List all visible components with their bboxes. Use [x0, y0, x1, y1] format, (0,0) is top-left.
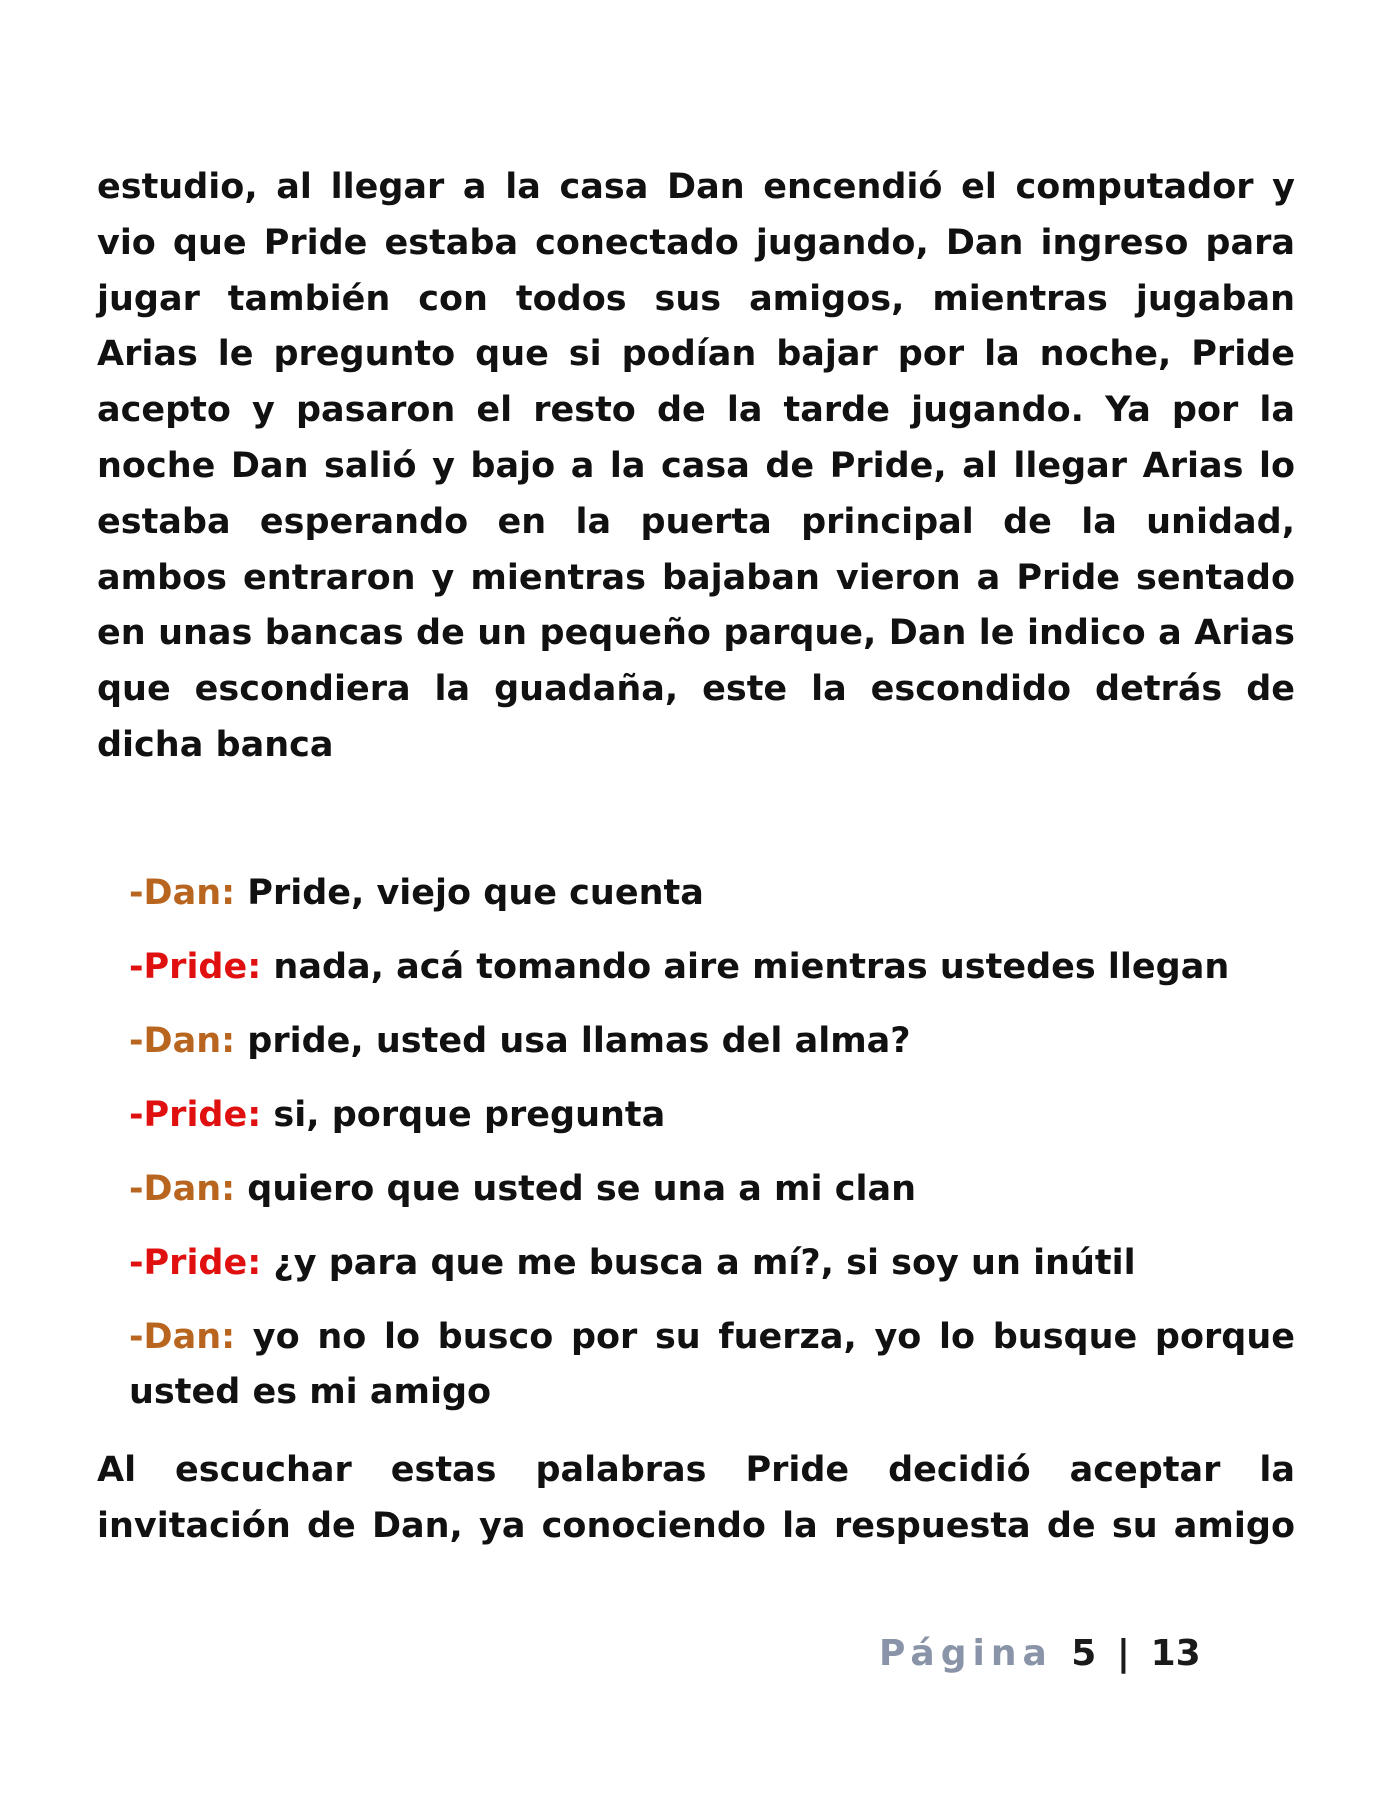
dialogue-line: [129, 1014, 1295, 1069]
dialogue-line: [129, 866, 1295, 921]
speaker-name: -Dan:: [129, 1317, 236, 1357]
dialogue-text: pride, usted usa llamas del alma?: [235, 1021, 911, 1061]
page-number: 5: [1071, 1633, 1097, 1674]
dialogue-line: [129, 1236, 1295, 1291]
page-total: 13: [1150, 1633, 1201, 1674]
page-separator: |: [1116, 1633, 1131, 1674]
dialogue-text: ¿y para que me busca a mí?, si soy un inútil: [261, 1243, 1136, 1283]
dialogue-line: [129, 1162, 1295, 1217]
speaker-name: -Pride:: [129, 947, 262, 987]
speaker-name: -Dan:: [129, 873, 236, 913]
dialogue-line: [129, 940, 1295, 995]
dialogue-line: [129, 1088, 1295, 1143]
speaker-name: -Pride:: [129, 1243, 262, 1283]
narrative-paragraph: estudio, al llegar a la casa Dan encendió el computador y vio que Pride estaba conectado jugando, Dan ingreso para jugar también con todos sus amigos, mientras jugaban Arias le pregunto que si podían bajar por la noche, Pride acepto y pasaron el resto de la tarde jugando. Ya por la noche Dan salió y bajo a la casa de Pride, al llegar Arias lo estaba esperando en la puerta principal de la unidad, ambos entraron y mientras bajaban vieron a Pride sentado en unas bancas de un pequeño parque, Dan le indico a Arias que escondiera la guadaña, este la escondido detrás de dicha banca: [97, 167, 1295, 765]
closing-paragraph: Al escuchar estas palabras Pride decidió aceptar la invitación de Dan, ya conociendo la respuesta de su amigo: [97, 1450, 1295, 1546]
dialogue-text: yo no lo busco por su fuerza, yo lo busque porque usted es mi amigo: [129, 1317, 1295, 1412]
speaker-name: -Pride:: [129, 1095, 262, 1135]
dialogue-text: nada, acá tomando aire mientras ustedes llegan: [261, 947, 1230, 987]
dialogue-text: quiero que usted se una a mi clan: [235, 1169, 916, 1209]
page-footer: [879, 1632, 1201, 1676]
speaker-name: -Dan:: [129, 1169, 236, 1209]
dialogue-text: si, porque pregunta: [261, 1095, 666, 1135]
dialogue-line: [129, 1310, 1295, 1420]
dialogue-list: [129, 866, 1295, 1439]
page-label: Página: [879, 1633, 1053, 1674]
dialogue-text: Pride, viejo que cuenta: [235, 873, 704, 913]
speaker-name: -Dan:: [129, 1021, 236, 1061]
